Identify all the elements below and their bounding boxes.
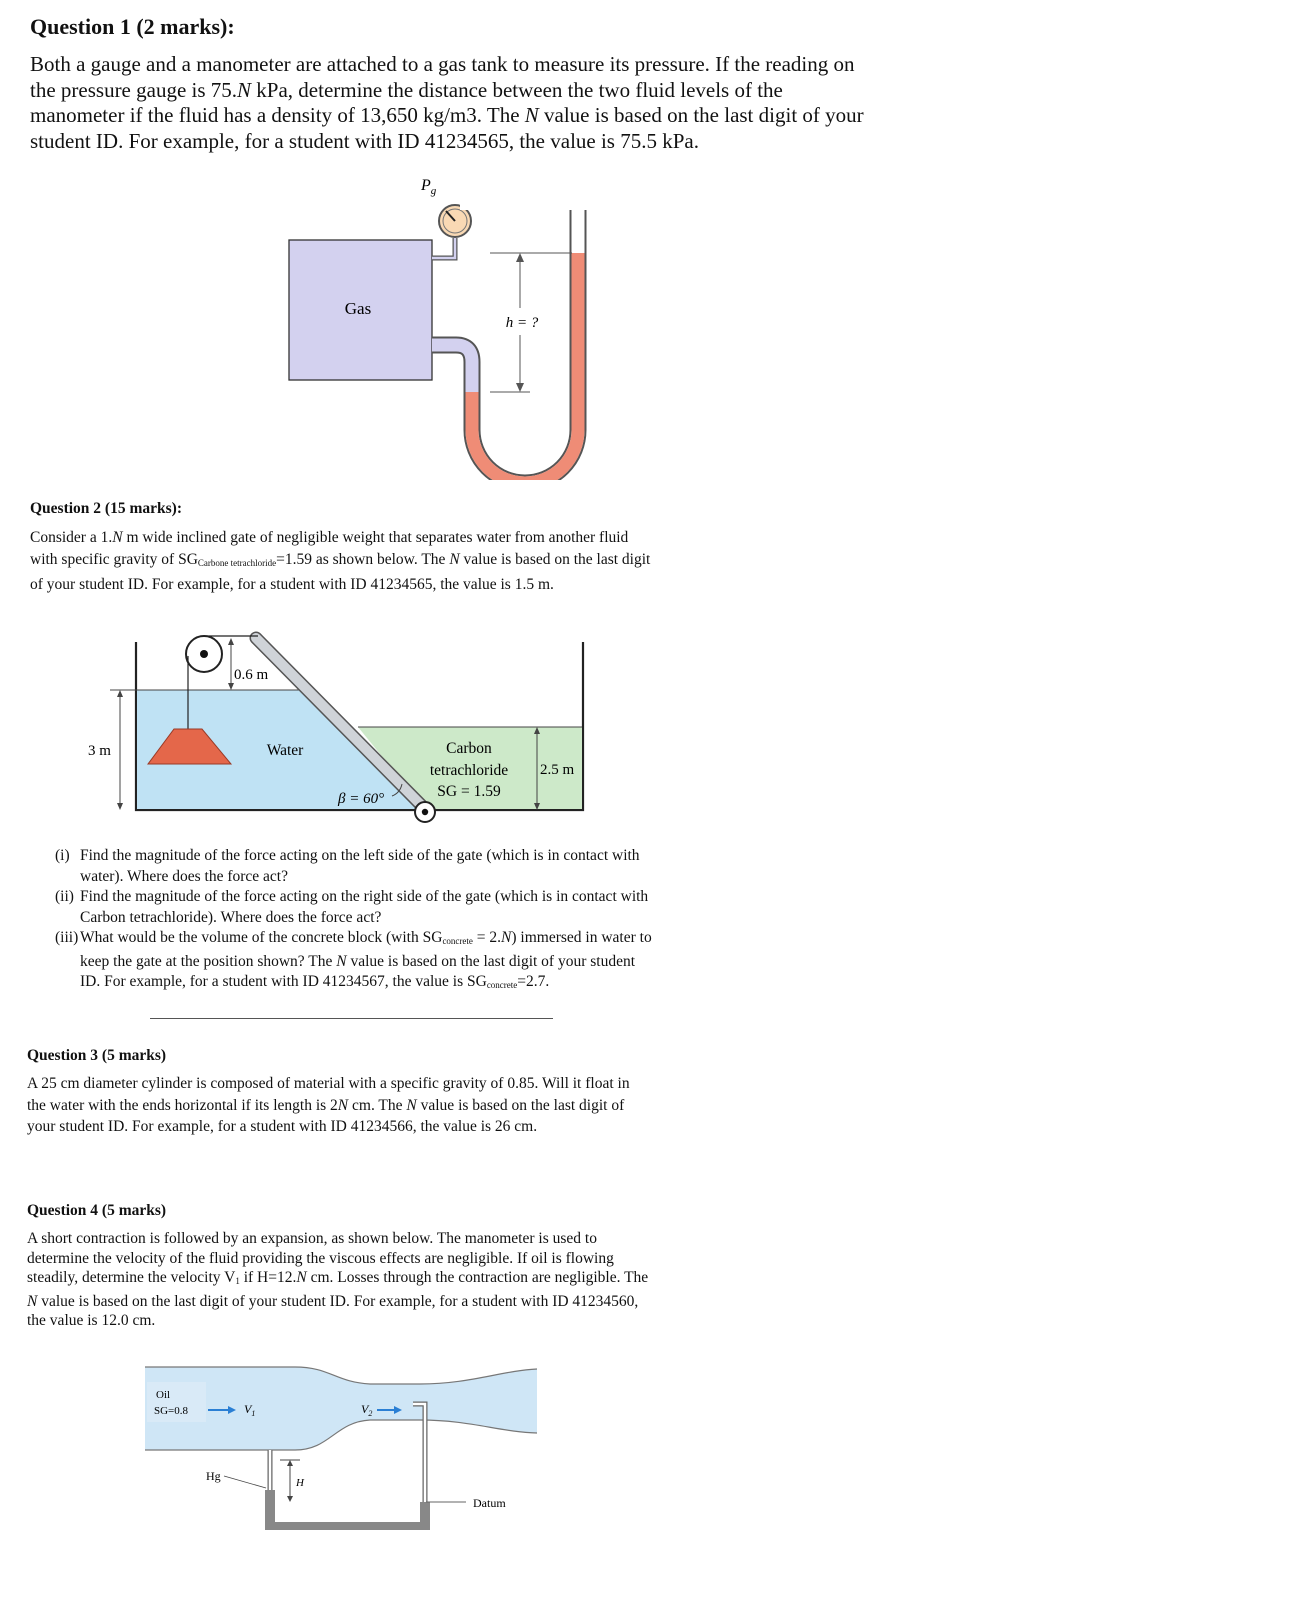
dim-3m: 3 m — [88, 743, 111, 759]
q3-body: A 25 cm diameter cylinder is composed of material with a specific gravity of 0.85. Will it float in the water with the ends horizontal if its length is 2N cm. The N value is based on the last digit of your student ID. For example, for a student with ID 41234566, the value is 26 cm. — [27, 1075, 630, 1135]
angle-label: β = 60° — [338, 791, 385, 807]
oil-label: Oil — [156, 1389, 171, 1401]
u-tube-manometer — [472, 210, 578, 480]
q1-title: Question 1 (2 marks): — [30, 14, 235, 39]
divider — [150, 1018, 553, 1019]
q1-gas-tank-figure — [280, 170, 610, 480]
q1-body: Both a gauge and a manometer are attached to a gas tank to measure its pressure. If the reading on the pressure gauge is 75.N kPa, determine the distance between the two fluid levels of the manometer if the fluid has a density of 13,650 kg/m3. The N value is based on the last digit of your student ID. For example, for a student with ID 41234565, the value is 75.5 kPa. — [30, 52, 864, 153]
q3-title: Question 3 (5 marks) — [27, 1047, 167, 1064]
ccl-label-line1: Carbon — [446, 740, 492, 757]
h-label: h = ? — [505, 315, 539, 331]
q4-body: A short contraction is followed by an expansion, as shown below. The manometer is used to determine the velocity of the fluid providing the viscous effects are negligible. If oil is flowing steadily, determine the velocity $V_1$ if H=12.N cm. Losses through the contraction are negligible. The N value is based on the last digit of your student ID. For example, for a student with ID 41234560, the value is 12.0 cm. — [27, 1230, 649, 1329]
q2-body: Consider a 1.N m wide inclined gate of negligible weight that separates water from another fluid with specific gravity of $SG_{Carbone tetrachloride}=1.59$ as shown below. The N value is based on the last digit of your student ID. For example, for a student with ID 41234565, the value is 1.5 m. — [30, 529, 651, 593]
dim-0-6m: 0.6 m — [234, 667, 269, 683]
hg-label: Hg — [206, 1469, 221, 1483]
manometer-fluid — [472, 253, 578, 480]
q2-subquestions — [55, 846, 653, 996]
q2-item-i: (i) Find the magnitude of the force acting on the left side of the gate (which is in contact with water). Where does the force act? — [55, 847, 640, 885]
sg-label: SG=0.8 — [154, 1405, 189, 1417]
q4-title: Question 4 (5 marks) — [27, 1202, 167, 1219]
water-label: Water — [266, 742, 304, 759]
ccl-label-line2: tetrachloride — [429, 762, 509, 779]
dim-2-5m: 2.5 m — [540, 762, 575, 778]
q2-title: Question 2 (15 marks): — [30, 500, 182, 517]
q2-item-ii: (ii) Find the magnitude of the force acting on the right side of the gate (which is in contact with Carbon tetrachloride). Where does the force act? — [55, 888, 649, 926]
q4-contraction-figure — [140, 1360, 550, 1540]
ccl-label-line3: SG = 1.59 — [437, 783, 501, 800]
h-label: H — [296, 1477, 304, 1489]
mercury-bottom — [268, 1522, 428, 1530]
v2-label: $V_2$ — [361, 1402, 373, 1418]
q2-item-iii: (iii) What would be the volume of the concrete block (with $SG_{concrete} = 2.N$) immersed in water to keep the gate at the position shown? The N value is based on the last digit of your student ID. For example, for a student with ID 41234567, the value is $SG_{concrete}=2.7$. — [55, 929, 652, 990]
gauge-label: $P_g$ — [421, 177, 437, 197]
datum-label: Datum — [473, 1496, 506, 1510]
mercury-right — [420, 1502, 430, 1530]
v1-label: $V_1$ — [244, 1402, 256, 1418]
gas-label: Gas — [344, 299, 372, 318]
q2-inclined-gate-figure — [80, 625, 600, 825]
